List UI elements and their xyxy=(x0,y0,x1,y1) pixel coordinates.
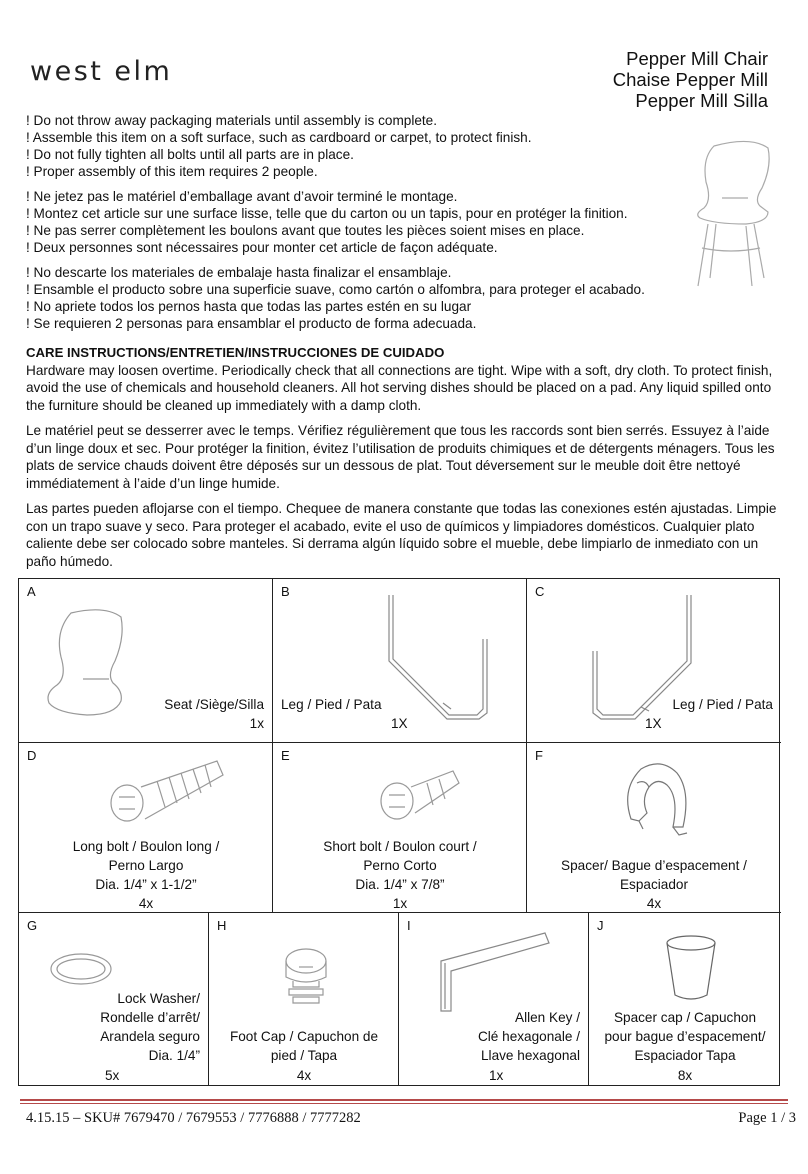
part-name-line1: Foot Cap / Capuchon de xyxy=(229,1029,379,1044)
part-qty: 4x xyxy=(646,896,662,911)
part-letter: D xyxy=(27,748,37,763)
warnings-en xyxy=(26,112,726,180)
page-number: Page 1 / 3 xyxy=(738,1110,796,1126)
part-letter: J xyxy=(597,918,604,933)
warning-line: ! Ensamble el producto sobre una superficie suave, como cartón o alfombra, para proteger el acabado. xyxy=(26,282,645,297)
part-cell-a xyxy=(19,579,273,743)
seat-icon xyxy=(43,607,143,721)
product-title xyxy=(613,48,768,111)
part-name-line1: Lock Washer/ xyxy=(117,991,200,1006)
long-bolt-icon xyxy=(105,757,227,827)
brand-logo: west elm xyxy=(30,56,173,87)
part-name-line4: Dia. 1/4” xyxy=(148,1048,200,1063)
title-en: Pepper Mill Chair xyxy=(626,48,768,69)
care-heading: CARE INSTRUCTIONS/ENTRETIEN/INSTRUCCIONES DE CUIDADO xyxy=(26,345,445,360)
part-letter: G xyxy=(27,918,38,933)
care-instructions xyxy=(26,344,786,578)
part-cell-g xyxy=(19,913,209,1085)
part-cell-f xyxy=(527,743,781,913)
part-name-line1: Short bolt / Boulon court / xyxy=(323,839,477,854)
part-name-line1: Spacer cap / Capuchon xyxy=(613,1010,757,1025)
care-text-en: Hardware may loosen overtime. Periodically check that all connections are tight. Wipe with a soft, dry cloth. To protect finish, avoid the use of chemicals and household cleaners. All hot serving dishes should be placed on a pad. Any liquid spilled onto the furniture should be cleaned up immediately with a damp cloth. xyxy=(26,362,773,413)
part-letter: I xyxy=(407,918,411,933)
part-letter: E xyxy=(281,748,290,763)
foot-cap-icon xyxy=(279,945,333,1009)
part-name-line2: Rondelle d’arrêt/ xyxy=(100,1010,200,1025)
short-bolt-icon xyxy=(375,765,465,825)
part-qty: 4x xyxy=(138,896,154,911)
lock-washer-icon xyxy=(47,949,117,989)
warnings-fr xyxy=(26,188,726,256)
warning-line: ! Ne jetez pas le matériel d’emballage avant d’avoir terminé le montage. xyxy=(26,189,458,204)
warning-line: ! Assemble this item on a soft surface, such as cardboard or carpet, to protect finish. xyxy=(26,130,532,145)
part-qty: 8x xyxy=(677,1068,693,1083)
part-name-line2: pour bague d’espacement/ xyxy=(604,1029,766,1044)
warning-line: ! Se requieren 2 personas para ensamblar el producto de forma adecuada. xyxy=(26,316,477,331)
part-cell-i xyxy=(399,913,589,1085)
part-name-line2: pied / Tapa xyxy=(270,1048,338,1063)
part-name-line3: Dia. 1/4” x 7/8” xyxy=(355,877,445,892)
part-name-line3: Espaciador Tapa xyxy=(634,1048,736,1063)
warnings xyxy=(26,112,726,340)
part-letter: B xyxy=(281,584,290,599)
warning-line: ! Ne pas serrer complètement les boulons avant que toutes les pièces soient mises en place. xyxy=(26,223,585,238)
part-letter: F xyxy=(535,748,543,763)
part-name-line1: Allen Key / xyxy=(515,1010,580,1025)
part-qty: 5x xyxy=(105,1068,120,1083)
spacer-cap-icon xyxy=(661,933,721,1005)
part-cell-c xyxy=(527,579,781,743)
care-text-fr: Le matériel peut se desserrer avec le temps. Vérifiez régulièrement que tous les raccords sont bien serrés. Essuyez à l’aide d’un linge doux et sec. Pour protéger la finition, évitez l’utilisation de produits chimiques et de détergents ménagers. Tous les plats de service chauds doivent être déposés sur un dessous de plat. Tout déversement sur le meuble doit être nettoyé immédiatement à l’aide d’un linge humide. xyxy=(26,423,775,491)
part-name-line2: Perno Largo xyxy=(108,858,184,873)
part-cell-j xyxy=(589,913,781,1085)
warning-line: ! Do not fully tighten all bolts until all parts are in place. xyxy=(26,147,354,162)
parts-table xyxy=(18,578,780,1086)
part-cell-d xyxy=(19,743,273,913)
footer-divider xyxy=(20,1099,788,1101)
part-cell-h xyxy=(209,913,399,1085)
title-fr: Chaise Pepper Mill xyxy=(612,69,768,90)
part-name-line2: Perno Corto xyxy=(363,858,437,873)
footer-divider xyxy=(20,1103,788,1104)
warning-line: ! Deux personnes sont nécessaires pour monter cet article de façon adéquate. xyxy=(26,240,498,255)
spacer-icon xyxy=(617,759,697,839)
part-name: Seat /Siège/Silla xyxy=(164,697,264,712)
part-qty: 1x xyxy=(489,1068,504,1083)
part-name-line3: Dia. 1/4” x 1-1/2” xyxy=(95,877,197,892)
part-name-line3: Arandela seguro xyxy=(100,1029,200,1044)
part-letter: C xyxy=(535,584,545,599)
part-cell-b xyxy=(273,579,527,743)
footer-sku: 4.15.15 – SKU# 7679470 / 7679553 / 7776888 / 7777282 xyxy=(26,1110,361,1126)
part-name: Leg / Pied / Pata xyxy=(281,697,382,712)
part-name: Leg / Pied / Pata xyxy=(672,697,773,712)
title-es: Pepper Mill Silla xyxy=(635,90,768,111)
warning-line: ! Proper assembly of this item requires 2 people. xyxy=(26,164,318,179)
part-name-line2: Clé hexagonale / xyxy=(477,1029,580,1044)
part-name-line2: Espaciador xyxy=(619,877,688,892)
part-letter: A xyxy=(27,584,36,599)
part-qty: 1x xyxy=(249,716,264,731)
part-name-line1: Spacer/ Bague d’espacement / xyxy=(561,858,747,873)
part-qty: 1X xyxy=(391,716,408,731)
part-qty: 1x xyxy=(392,896,408,911)
part-qty: 4x xyxy=(296,1068,312,1083)
part-letter: H xyxy=(217,918,227,933)
warning-line: ! No descarte los materiales de embalaje hasta finalizar el ensamblaje. xyxy=(26,265,452,280)
care-text-es: Las partes pueden aflojarse con el tiempo. Chequee de manera constante que todas las conexiones estén ajustadas. Limpie con un trapo suave y seco. Para proteger el acabado, evite el uso de químicos y limpiadores domésticos. Cualquier plato caliente debe ser colocado sobre manteles. Si derrama algún líquido sobre el mueble, debe limpiarlo de inmediato con un paño húmedo. xyxy=(26,501,777,569)
warnings-es xyxy=(26,264,726,332)
part-qty: 1X xyxy=(645,716,662,731)
allen-key-icon xyxy=(435,931,555,1017)
warning-line: ! No apriete todos los pernos hasta que todas las partes estén en su lugar xyxy=(26,299,472,314)
part-name-line3: Llave hexagonal xyxy=(480,1048,580,1063)
part-cell-e xyxy=(273,743,527,913)
warning-line: ! Montez cet article sur une surface lisse, telle que du carton ou un tapis, pour en protéger la finition. xyxy=(26,206,628,221)
part-name-line1: Long bolt / Boulon long / xyxy=(72,839,220,854)
warning-line: ! Do not throw away packaging materials until assembly is complete. xyxy=(26,113,438,128)
leg-icon xyxy=(369,591,499,727)
